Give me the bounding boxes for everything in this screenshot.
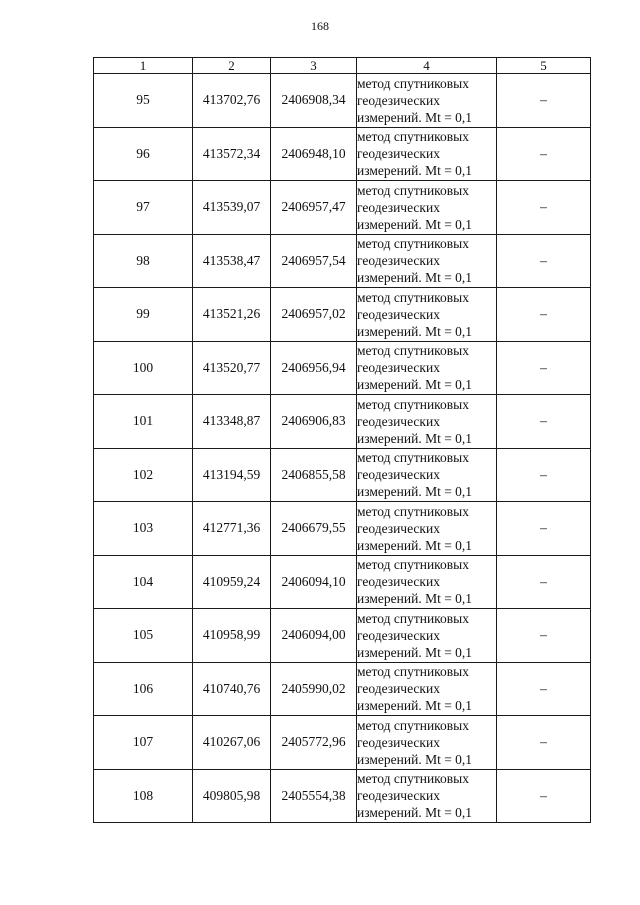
table-row (94, 555, 591, 609)
header-col-4: 4 (357, 58, 497, 74)
method-cell (357, 609, 497, 663)
table-row (94, 395, 591, 449)
col5-cell: – (497, 555, 591, 609)
method-line: геодезических (357, 734, 440, 750)
method-line: геодезических (357, 92, 440, 108)
y-coordinate-cell: 2406094,00 (271, 609, 357, 663)
point-number-cell: 103 (94, 502, 193, 556)
method-line: метод спутниковых (357, 343, 469, 359)
y-coordinate-cell: 2406679,55 (271, 502, 357, 556)
method-line: геодезических (357, 467, 440, 483)
method-line: измерений. Mt = 0,1 (357, 430, 473, 446)
y-coordinate-cell: 2406957,02 (271, 288, 357, 342)
point-number-cell: 97 (94, 181, 193, 235)
method-cell (357, 234, 497, 288)
col5-cell: – (497, 502, 591, 556)
method-line: метод спутниковых (357, 664, 469, 680)
point-number-cell: 101 (94, 395, 193, 449)
method-line: измерений. Mt = 0,1 (357, 644, 473, 660)
method-cell (357, 74, 497, 128)
x-coordinate-cell: 409805,98 (193, 769, 271, 823)
col5-cell: – (497, 234, 591, 288)
method-cell (357, 716, 497, 770)
method-line: геодезических (357, 574, 440, 590)
x-coordinate-cell: 412771,36 (193, 502, 271, 556)
method-line: измерений. Mt = 0,1 (357, 270, 473, 286)
table-row (94, 716, 591, 770)
header-col-2: 2 (193, 58, 271, 74)
method-line: метод спутниковых (357, 557, 469, 573)
method-cell (357, 448, 497, 502)
method-cell (357, 395, 497, 449)
method-cell (357, 555, 497, 609)
x-coordinate-cell: 413538,47 (193, 234, 271, 288)
method-line: метод спутниковых (357, 129, 469, 145)
method-line: геодезических (357, 520, 440, 536)
point-number-cell: 107 (94, 716, 193, 770)
y-coordinate-cell: 2406948,10 (271, 127, 357, 181)
x-coordinate-cell: 410267,06 (193, 716, 271, 770)
method-line: геодезических (357, 253, 440, 269)
y-coordinate-cell: 2405554,38 (271, 769, 357, 823)
method-line: измерений. Mt = 0,1 (357, 805, 473, 821)
method-line: геодезических (357, 199, 440, 215)
table-row (94, 662, 591, 716)
method-line: измерений. Mt = 0,1 (357, 377, 473, 393)
y-coordinate-cell: 2406957,47 (271, 181, 357, 235)
col5-cell: – (497, 288, 591, 342)
coordinates-table (93, 57, 591, 823)
method-line: геодезических (357, 360, 440, 376)
method-line: геодезических (357, 306, 440, 322)
method-line: метод спутниковых (357, 396, 469, 412)
table-row (94, 341, 591, 395)
table-row (94, 609, 591, 663)
method-line: метод спутниковых (357, 450, 469, 466)
point-number-cell: 100 (94, 341, 193, 395)
point-number-cell: 104 (94, 555, 193, 609)
col5-cell: – (497, 127, 591, 181)
header-col-3: 3 (271, 58, 357, 74)
method-line: геодезических (357, 413, 440, 429)
table-row (94, 74, 591, 128)
method-line: метод спутниковых (357, 75, 469, 91)
col5-cell: – (497, 716, 591, 770)
point-number-cell: 108 (94, 769, 193, 823)
method-line: метод спутниковых (357, 236, 469, 252)
method-line: измерений. Mt = 0,1 (357, 591, 473, 607)
method-line: метод спутниковых (357, 289, 469, 305)
method-cell (357, 502, 497, 556)
point-number-cell: 99 (94, 288, 193, 342)
method-cell (357, 127, 497, 181)
point-number-cell: 106 (94, 662, 193, 716)
y-coordinate-cell: 2406957,54 (271, 234, 357, 288)
method-line: измерений. Mt = 0,1 (357, 484, 473, 500)
y-coordinate-cell: 2406855,58 (271, 448, 357, 502)
method-cell (357, 341, 497, 395)
x-coordinate-cell: 413702,76 (193, 74, 271, 128)
method-cell (357, 288, 497, 342)
method-line: геодезических (357, 627, 440, 643)
method-line: геодезических (357, 788, 440, 804)
x-coordinate-cell: 413521,26 (193, 288, 271, 342)
method-line: геодезических (357, 681, 440, 697)
y-coordinate-cell: 2406906,83 (271, 395, 357, 449)
method-line: метод спутниковых (357, 771, 469, 787)
method-line: метод спутниковых (357, 717, 469, 733)
method-cell (357, 662, 497, 716)
point-number-cell: 96 (94, 127, 193, 181)
x-coordinate-cell: 413520,77 (193, 341, 271, 395)
table-row (94, 127, 591, 181)
col5-cell: – (497, 341, 591, 395)
table-row (94, 769, 591, 823)
table-row (94, 234, 591, 288)
point-number-cell: 105 (94, 609, 193, 663)
method-line: измерений. Mt = 0,1 (357, 751, 473, 767)
method-line: измерений. Mt = 0,1 (357, 109, 473, 125)
method-line: геодезических (357, 146, 440, 162)
col5-cell: – (497, 448, 591, 502)
x-coordinate-cell: 413194,59 (193, 448, 271, 502)
col5-cell: – (497, 395, 591, 449)
col5-cell: – (497, 609, 591, 663)
method-line: измерений. Mt = 0,1 (357, 537, 473, 553)
method-line: метод спутниковых (357, 503, 469, 519)
point-number-cell: 102 (94, 448, 193, 502)
y-coordinate-cell: 2406094,10 (271, 555, 357, 609)
method-cell (357, 769, 497, 823)
page-number: 168 (311, 19, 329, 33)
col5-cell: – (497, 662, 591, 716)
y-coordinate-cell: 2405990,02 (271, 662, 357, 716)
table-body (94, 74, 591, 823)
table-header-row (94, 58, 591, 74)
table-row (94, 448, 591, 502)
method-line: измерений. Mt = 0,1 (357, 323, 473, 339)
method-cell (357, 181, 497, 235)
method-line: метод спутниковых (357, 610, 469, 626)
method-line: измерений. Mt = 0,1 (357, 163, 473, 179)
table-row (94, 288, 591, 342)
col5-cell: – (497, 769, 591, 823)
x-coordinate-cell: 413572,34 (193, 127, 271, 181)
x-coordinate-cell: 413348,87 (193, 395, 271, 449)
x-coordinate-cell: 413539,07 (193, 181, 271, 235)
x-coordinate-cell: 410958,99 (193, 609, 271, 663)
method-line: измерений. Mt = 0,1 (357, 698, 473, 714)
col5-cell: – (497, 74, 591, 128)
header-col-1: 1 (94, 58, 193, 74)
table-row (94, 502, 591, 556)
y-coordinate-cell: 2406956,94 (271, 341, 357, 395)
x-coordinate-cell: 410959,24 (193, 555, 271, 609)
header-col-5: 5 (497, 58, 591, 74)
method-line: измерений. Mt = 0,1 (357, 216, 473, 232)
point-number-cell: 98 (94, 234, 193, 288)
x-coordinate-cell: 410740,76 (193, 662, 271, 716)
point-number-cell: 95 (94, 74, 193, 128)
table-row (94, 181, 591, 235)
method-line: метод спутниковых (357, 182, 469, 198)
col5-cell: – (497, 181, 591, 235)
y-coordinate-cell: 2406908,34 (271, 74, 357, 128)
y-coordinate-cell: 2405772,96 (271, 716, 357, 770)
